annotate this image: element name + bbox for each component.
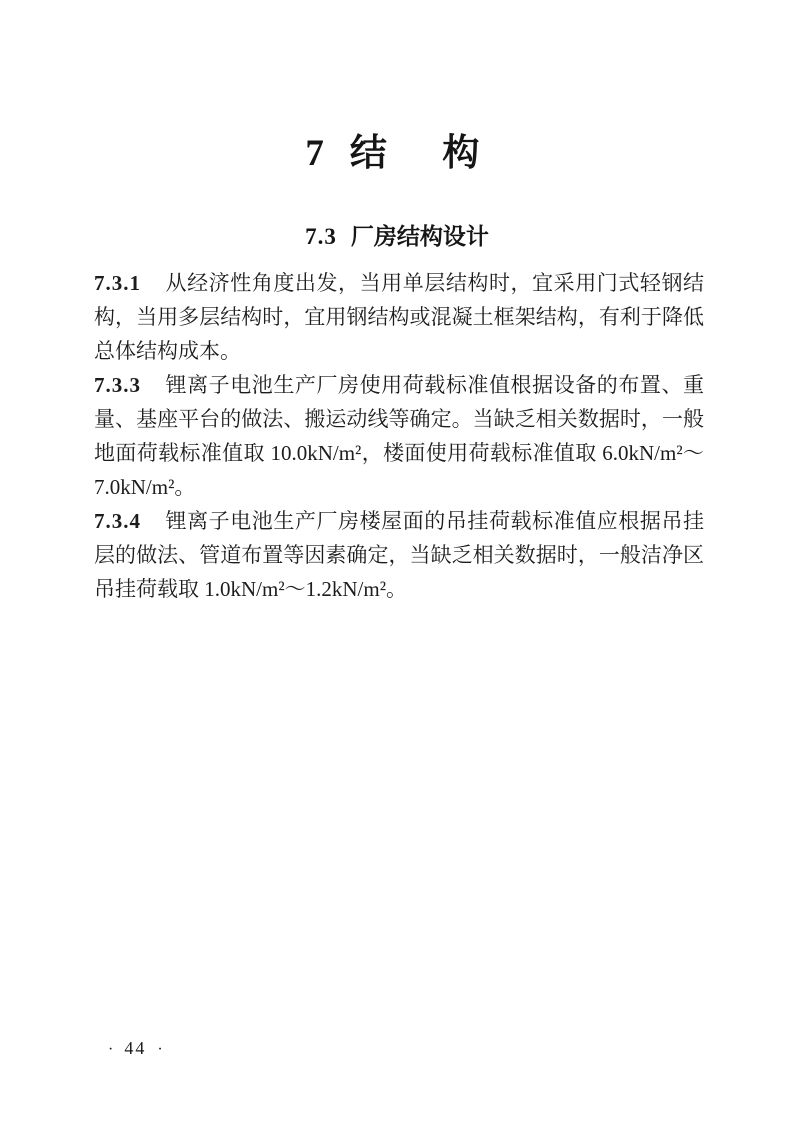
chapter-title-text: 结 构 bbox=[349, 132, 489, 173]
footer-dot-left: · bbox=[108, 1041, 114, 1058]
section-heading bbox=[0, 222, 794, 252]
clause-number: 7.3.4 bbox=[94, 509, 141, 533]
clause-number: 7.3.1 bbox=[94, 271, 141, 295]
clause-list bbox=[94, 266, 704, 606]
chapter-title bbox=[0, 131, 794, 176]
clause-number: 7.3.3 bbox=[94, 373, 141, 397]
clause-text: 锂离子电池生产厂房楼屋面的吊挂荷载标准值应根据吊挂层的做法、管道布置等因素确定，当缺乏相关数据时，一般洁净区吊挂荷载取 1.0kN/m²～1.2kN/m²。 bbox=[94, 509, 704, 601]
section-number: 7.3 bbox=[305, 224, 337, 249]
clause-7-3-3 bbox=[94, 368, 704, 504]
footer-dot-right: · bbox=[157, 1041, 163, 1058]
page-number: 44 bbox=[124, 1038, 147, 1058]
chapter-number: 7 bbox=[305, 133, 324, 174]
page-footer bbox=[108, 1038, 163, 1059]
section-title-text: 厂房结构设计 bbox=[350, 223, 489, 249]
clause-text: 锂离子电池生产厂房使用荷载标准值根据设备的布置、重量、基座平台的做法、搬运动线等确定。当缺乏相关数据时，一般地面荷载标准值取 10.0kN/m²，楼面使用荷载标准值取 6.0kN/m²～7.0kN/m²。 bbox=[94, 373, 704, 499]
clause-text: 从经济性角度出发，当用单层结构时，宜采用门式轻钢结构，当用多层结构时，宜用钢结构或混凝土框架结构，有利于降低总体结构成本。 bbox=[94, 271, 704, 363]
clause-7-3-4 bbox=[94, 504, 704, 606]
clause-7-3-1 bbox=[94, 266, 704, 368]
